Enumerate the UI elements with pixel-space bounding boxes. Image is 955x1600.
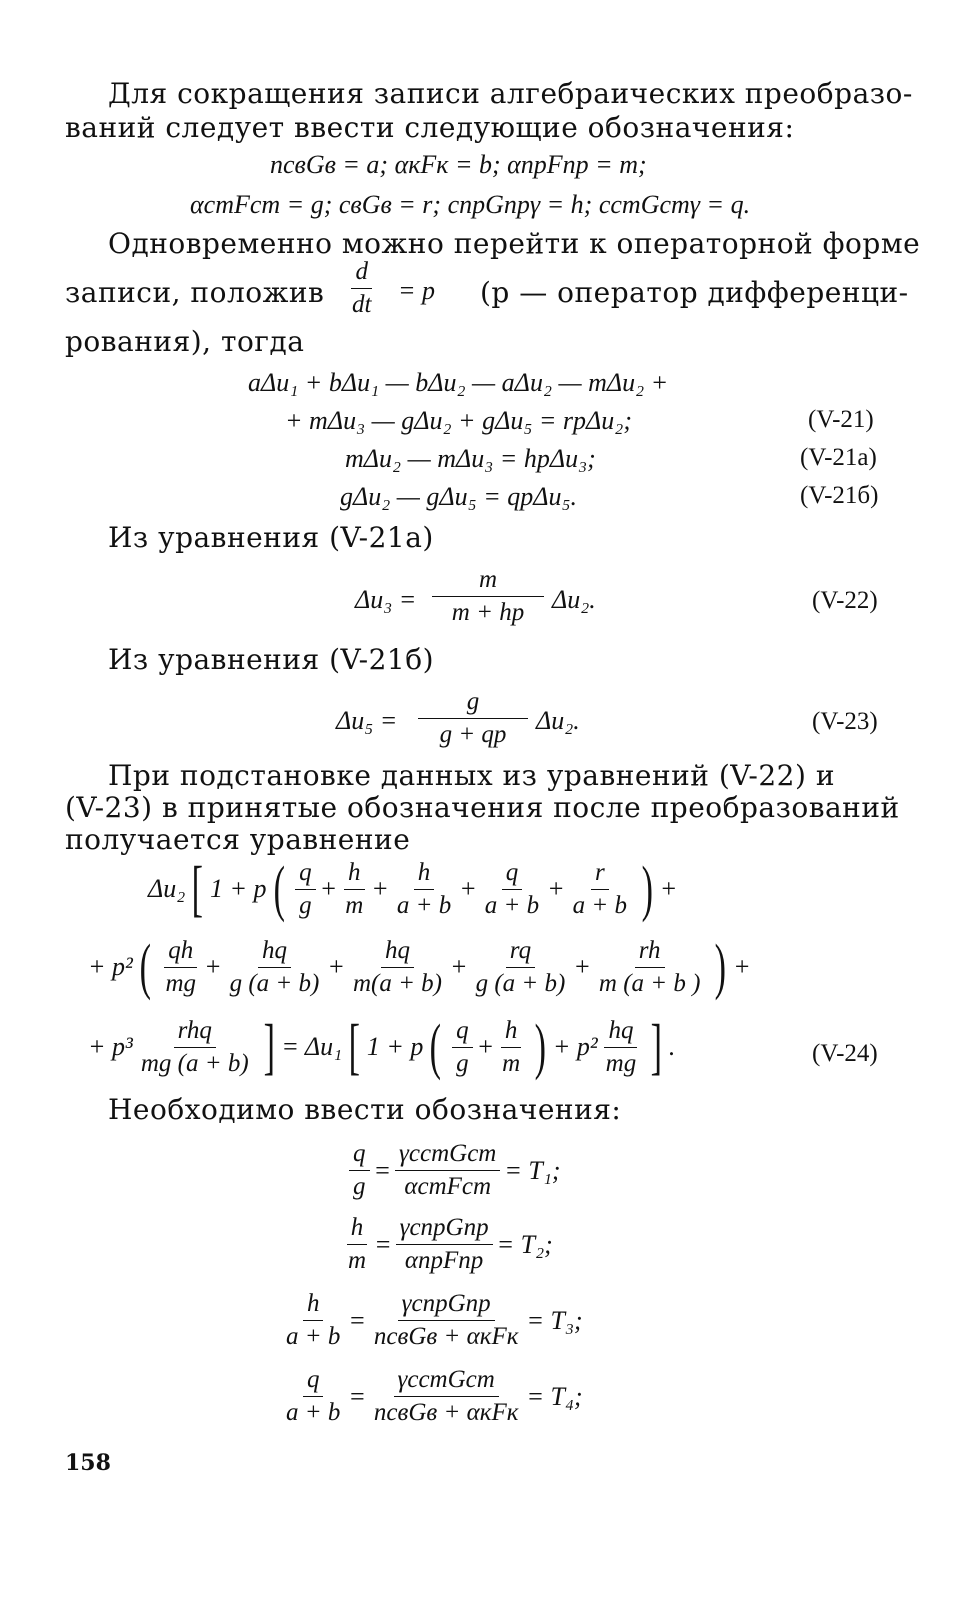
operator-rhs: = p bbox=[398, 276, 436, 305]
plus-sign: + bbox=[476, 1032, 495, 1061]
notation-line: ncвGв = a; αкFк = b; αпрFпр = m; bbox=[270, 150, 647, 179]
fraction-numerator: γcстGст bbox=[395, 1140, 500, 1171]
right-bracket: ] bbox=[650, 1013, 663, 1081]
equation-v21b: gΔu₂ — gΔu₅ = qpΔu₅. bbox=[340, 482, 578, 511]
fraction-denominator: mg (a + b) bbox=[140, 1049, 249, 1077]
fraction bbox=[137, 1017, 253, 1078]
plus-sign: + bbox=[459, 874, 477, 903]
fraction-denominator: a + b bbox=[484, 891, 540, 919]
right-paren: ) bbox=[534, 1013, 547, 1081]
fraction-numerator: q bbox=[502, 859, 523, 890]
equation-number: (V-22) bbox=[812, 587, 878, 614]
fraction-numerator: γcстGст bbox=[394, 1366, 499, 1397]
plus-sign: + bbox=[327, 952, 345, 981]
fraction bbox=[498, 1017, 524, 1078]
fraction bbox=[349, 1140, 370, 1201]
plus-sign: + bbox=[573, 952, 591, 981]
fraction-denominator: m bbox=[502, 1049, 521, 1077]
fraction-numerator: g bbox=[418, 688, 528, 719]
fraction-denominator: g bbox=[353, 1173, 366, 1200]
fraction-numerator: rq bbox=[506, 937, 535, 968]
fraction-numerator: q bbox=[349, 1140, 370, 1171]
fraction bbox=[396, 1214, 493, 1275]
fraction-denominator: m bbox=[348, 1247, 367, 1274]
fraction bbox=[344, 1214, 370, 1275]
fraction-denominator: αпрFпр bbox=[404, 1247, 484, 1274]
paragraph-line: Из уравнения (V-21а) bbox=[108, 521, 434, 554]
plus-sign: + bbox=[371, 874, 389, 903]
left-paren: ( bbox=[430, 1013, 442, 1081]
fraction bbox=[370, 1290, 523, 1351]
fraction bbox=[282, 1290, 344, 1351]
page-number: 158 bbox=[65, 1450, 111, 1476]
fraction bbox=[569, 859, 631, 920]
v24-lead: Δu₂ bbox=[148, 874, 186, 903]
fraction-numerator: rh bbox=[635, 937, 665, 968]
fraction bbox=[370, 1366, 523, 1427]
fraction bbox=[481, 859, 543, 920]
fraction bbox=[349, 937, 446, 998]
fraction bbox=[393, 859, 455, 920]
fraction-numerator: q bbox=[303, 1366, 324, 1397]
definition-rhs: = T₄; bbox=[526, 1381, 583, 1411]
equals-sign: = bbox=[374, 1229, 392, 1259]
fraction-denominator: m(a + b) bbox=[352, 969, 443, 997]
fraction-denominator: αстFст bbox=[404, 1173, 492, 1200]
equation-v22-rhs: Δu₂. bbox=[552, 585, 596, 614]
definition-T1 bbox=[345, 1140, 561, 1201]
fraction-numerator: h bbox=[414, 859, 435, 890]
fraction-denominator: g bbox=[299, 891, 312, 919]
paragraph-line: записи, положив bbox=[65, 276, 325, 309]
fraction-denominator: a + b bbox=[572, 891, 628, 919]
equation-v21-line2: + mΔu₃ — gΔu₂ + gΔu₅ = rpΔu₂; bbox=[285, 406, 633, 435]
fraction bbox=[282, 1366, 344, 1427]
fraction bbox=[295, 859, 316, 920]
plus-sign: + bbox=[547, 874, 565, 903]
fraction-numerator: h bbox=[303, 1290, 324, 1321]
fraction-numerator: rhq bbox=[174, 1017, 216, 1048]
fraction-denominator: mg bbox=[605, 1049, 637, 1077]
fraction-denominator: a + b bbox=[286, 1399, 341, 1426]
fraction-denominator: m bbox=[345, 891, 364, 919]
fraction-numerator: h bbox=[344, 859, 365, 890]
right-paren: ) bbox=[641, 855, 654, 923]
plus-sign: + bbox=[659, 874, 678, 903]
fraction-denominator: g (a + b) bbox=[229, 969, 320, 997]
fraction bbox=[226, 937, 324, 998]
paragraph-line: рования), тогда bbox=[65, 325, 305, 358]
paragraph-line: ваний следует ввести следующие обозначения: bbox=[65, 111, 795, 144]
v24-lead: + p² bbox=[88, 952, 133, 981]
notation-line: αстFст = g; cвGв = r; cпрGпрγ = h; cстGстγ = q. bbox=[190, 190, 751, 219]
v24-expr: 1 + p bbox=[209, 874, 267, 903]
equation-v22-lhs: Δu₃ = bbox=[355, 585, 417, 614]
fraction-denominator: g + qp bbox=[439, 721, 507, 748]
equation-number: (V-21б) bbox=[800, 482, 879, 509]
fraction-numerator: hq bbox=[381, 937, 414, 968]
equation-v23-fraction bbox=[418, 688, 528, 749]
equation-v21a: mΔu₂ — mΔu₃ = hpΔu₃; bbox=[345, 444, 596, 473]
fraction-numerator: qh bbox=[164, 937, 197, 968]
equation-v23-rhs: Δu₂. bbox=[536, 706, 580, 735]
fraction-denominator: mg bbox=[165, 969, 197, 997]
paragraph-line: При подстановке данных из уравнений (V-22) и bbox=[108, 759, 835, 792]
equals-sign: = bbox=[348, 1305, 366, 1335]
fraction-numerator: d bbox=[351, 258, 372, 289]
paragraph-line: Для сокращения записи алгебраических преобразо- bbox=[108, 77, 913, 110]
plus-sign: + bbox=[204, 952, 222, 981]
equation-number: (V-21a) bbox=[800, 444, 877, 471]
equation-v24-row1 bbox=[148, 855, 678, 923]
fraction-denominator: ncвGв + αкFк bbox=[373, 1399, 519, 1426]
definition-rhs: = T₁; bbox=[504, 1155, 561, 1185]
definition-T2 bbox=[340, 1214, 553, 1275]
fraction-numerator: q bbox=[452, 1017, 473, 1048]
fraction-numerator: m bbox=[432, 566, 544, 597]
fraction-denominator: a + b bbox=[286, 1323, 341, 1350]
paragraph-line: Необходимо ввести обозначения: bbox=[108, 1093, 622, 1126]
fraction bbox=[162, 937, 201, 998]
fraction bbox=[602, 1017, 641, 1078]
equals-sign: = bbox=[348, 1381, 366, 1411]
period: . bbox=[668, 1032, 676, 1061]
fraction bbox=[395, 1140, 500, 1201]
paragraph-line: (V-23) в принятые обозначения после преобразований bbox=[65, 791, 900, 824]
fraction-denominator: g (a + b) bbox=[475, 969, 566, 997]
equation-v24-row2 bbox=[88, 933, 751, 1001]
right-bracket: ] bbox=[263, 1013, 275, 1081]
fraction-denominator: dt bbox=[352, 291, 372, 318]
fraction-numerator: hq bbox=[258, 937, 291, 968]
fraction-denominator: m (a + b ) bbox=[598, 969, 701, 997]
definition-T4 bbox=[278, 1366, 583, 1427]
plus-sign: + bbox=[733, 952, 751, 981]
fraction-denominator: a + b bbox=[396, 891, 452, 919]
v24-expr: 1 + p bbox=[366, 1032, 424, 1061]
equals-sign: = bbox=[373, 1155, 392, 1185]
v24-lead: + p³ bbox=[88, 1032, 133, 1061]
definition-rhs: = T₃; bbox=[526, 1305, 583, 1335]
fraction-denominator: g bbox=[456, 1049, 469, 1077]
fraction-numerator: r bbox=[591, 859, 609, 890]
fraction-numerator: γcпрGпр bbox=[398, 1290, 495, 1321]
v24-p2: + p² bbox=[552, 1032, 598, 1061]
plus-sign: + bbox=[450, 952, 468, 981]
fraction-numerator: hq bbox=[604, 1017, 637, 1048]
plus-sign: + bbox=[319, 874, 338, 903]
left-paren: ( bbox=[273, 855, 285, 923]
definition-rhs: = T₂; bbox=[496, 1229, 553, 1259]
right-paren: ) bbox=[715, 933, 727, 1001]
paragraph-line: Из уравнения (V-21б) bbox=[108, 643, 435, 676]
fraction-denominator: m + hp bbox=[451, 599, 525, 626]
definition-T3 bbox=[278, 1290, 583, 1351]
equation-number: (V-23) bbox=[812, 708, 878, 735]
left-bracket: [ bbox=[191, 855, 204, 923]
equation-v22-fraction bbox=[432, 566, 544, 627]
left-paren: ( bbox=[139, 933, 151, 1001]
fraction bbox=[341, 859, 367, 920]
operator-fraction bbox=[348, 258, 375, 319]
v24-mid: = Δu₁ bbox=[281, 1032, 343, 1061]
left-bracket: [ bbox=[348, 1013, 361, 1081]
fraction bbox=[472, 937, 570, 998]
equation-v23-lhs: Δu₅ = bbox=[336, 706, 398, 735]
paragraph-line: (p — оператор дифференци- bbox=[480, 276, 909, 309]
equation-number: (V-24) bbox=[812, 1040, 878, 1067]
fraction-numerator: q bbox=[295, 859, 316, 890]
equation-v21-line1: aΔu₁ + bΔu₁ — bΔu₂ — aΔu₂ — mΔu₂ + bbox=[248, 368, 669, 397]
paragraph-line: Одновременно можно перейти к операторной форме bbox=[108, 227, 921, 260]
fraction bbox=[595, 937, 705, 998]
equation-v24-row3 bbox=[88, 1013, 676, 1081]
fraction-numerator: h bbox=[501, 1017, 522, 1048]
fraction bbox=[452, 1017, 473, 1078]
fraction-numerator: γcпрGпр bbox=[396, 1214, 493, 1245]
fraction-numerator: h bbox=[347, 1214, 368, 1245]
fraction-denominator: ncвGв + αкFк bbox=[373, 1323, 519, 1350]
paragraph-line: получается уравнение bbox=[65, 823, 411, 856]
equation-number: (V-21) bbox=[808, 406, 874, 433]
